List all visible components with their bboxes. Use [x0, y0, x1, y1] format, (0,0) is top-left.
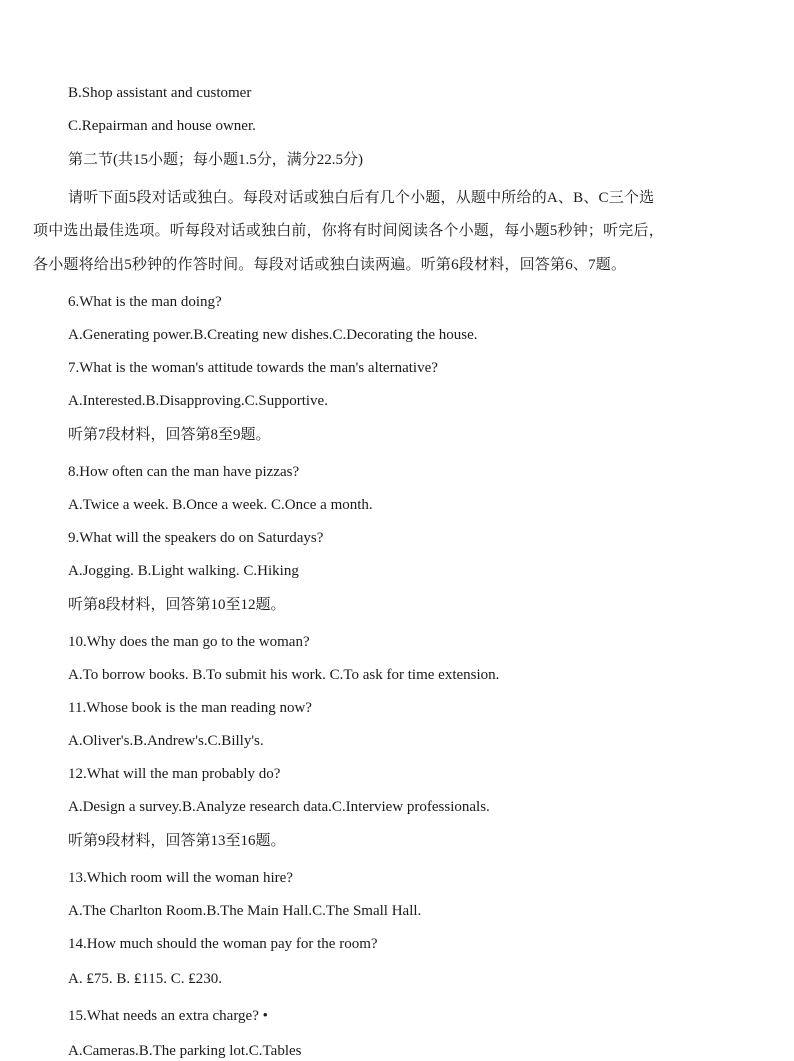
question-12: 12.What will the man probably do?	[68, 766, 281, 782]
section-heading: 第二节(共15小题；每小题1.5分，满分22.5分)	[68, 152, 363, 168]
option-line: B.Shop assistant and customer	[68, 85, 252, 101]
options-13: A.The Charlton Room.B.The Main Hall.C.The Small Hall.	[68, 903, 422, 919]
options-12: A.Design a survey.B.Analyze research data.C.Interview professionals.	[68, 799, 490, 815]
question-8: 8.How often can the man have pizzas?	[68, 464, 300, 480]
section-instruction: 听第8段材料，回答第10至12题。	[68, 597, 286, 613]
question-13: 13.Which room will the woman hire?	[68, 870, 293, 886]
instruction-paragraph-line: 项中选出最佳选项。听每段对话或独白前，你将有时间阅读各个小题，每小题5秒钟；听完后，	[33, 223, 664, 239]
question-6: 6.What is the man doing?	[68, 294, 222, 310]
options-9: A.Jogging. B.Light walking. C.Hiking	[68, 563, 299, 579]
options-10: A.To borrow books. B.To submit his work. C.To ask for time extension.	[68, 667, 500, 683]
instruction-paragraph-line: 请听下面5段对话或独白。每段对话或独白后有几个小题，从题中所给的A、B、C三个选	[68, 190, 655, 206]
question-10: 10.Why does the man go to the woman?	[68, 634, 310, 650]
question-14: 14.How much should the woman pay for the room?	[68, 936, 378, 952]
options-14: A. ₤75. B. ₤115. C. ₤230.	[68, 971, 223, 987]
section-instruction: 听第7段材料，回答第8至9题。	[68, 427, 271, 443]
question-15: 15.What needs an extra charge? •	[68, 1008, 268, 1024]
options-15: A.Cameras.B.The parking lot.C.Tables	[68, 1043, 302, 1059]
options-11: A.Oliver's.B.Andrew's.C.Billy's.	[68, 733, 264, 749]
question-9: 9.What will the speakers do on Saturdays?	[68, 530, 324, 546]
question-7: 7.What is the woman's attitude towards the man's alternative?	[68, 360, 438, 376]
options-7: A.Interested.B.Disapproving.C.Supportive.	[68, 393, 328, 409]
question-11: 11.Whose book is the man reading now?	[68, 700, 312, 716]
options-6: A.Generating power.B.Creating new dishes.C.Decorating the house.	[68, 327, 478, 343]
instruction-paragraph-line: 各小题将给出5秒钟的作答时间。每段对话或独白读两遍。听第6段材料，回答第6、7题。	[33, 257, 627, 273]
section-instruction: 听第9段材料，回答第13至16题。	[68, 833, 286, 849]
options-8: A.Twice a week. B.Once a week. C.Once a month.	[68, 497, 373, 513]
option-line: C.Repairman and house owner.	[68, 118, 256, 134]
